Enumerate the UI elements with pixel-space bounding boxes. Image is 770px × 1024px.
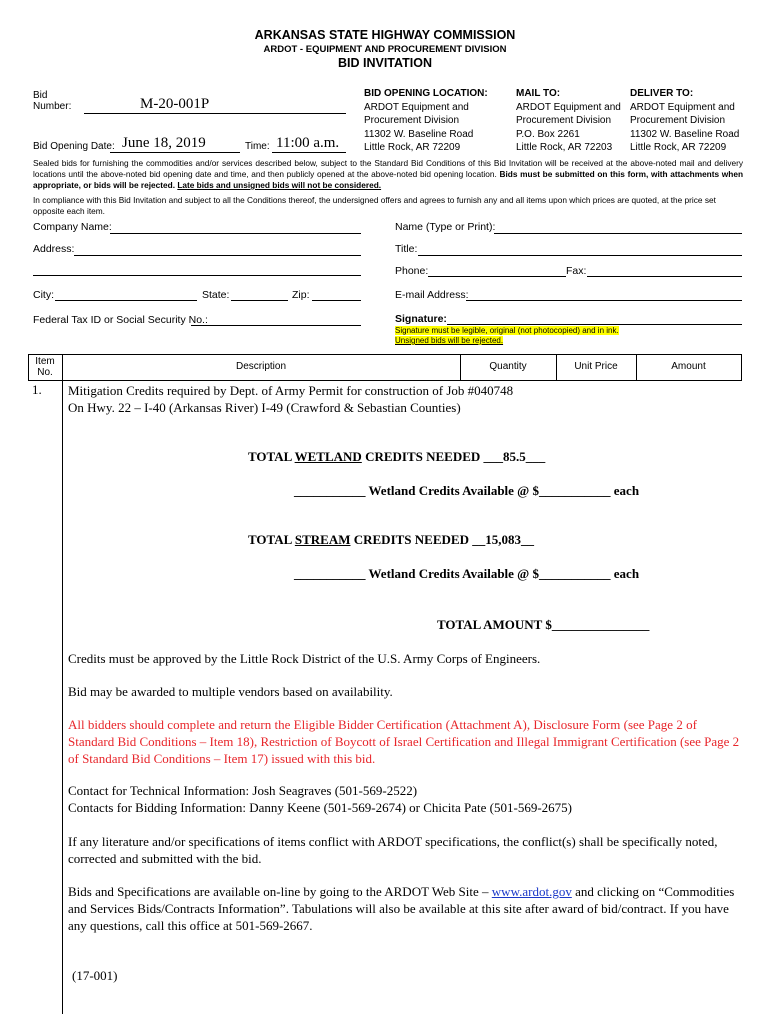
tax-id-label: Federal Tax ID or Social Security No.: (33, 314, 208, 326)
note-certifications: All bidders should complete and return the Eligible Bidder Certification (Attachment A), Disclosure Form (see Page 2 of Standard Bid Conditions – Item 18), Restriction of Boycott of Israel Certification and Illegal Immigrant Certification (see Page 2 of Standard Bid Conditions – Item 17) issued with this bid. (68, 717, 740, 766)
signature-note-1: Signature must be legible, original (not photocopied) and in ink. (395, 326, 619, 335)
header-description: Description (235, 361, 287, 372)
conflict-note: If any literature and/or specifications of items conflict with ARDOT specifications, the conflict(s) shall be specifically noted, corrected and submitted with the bid. (68, 834, 718, 866)
table-item-col-border (62, 354, 63, 1014)
stream-total-word: STREAM (294, 532, 351, 547)
website-note (68, 883, 742, 934)
instructions-paragraph-1 (33, 158, 743, 191)
state-label: State: (202, 289, 230, 301)
header-quantity: Quantity (489, 361, 527, 372)
stream-total-pre: TOTAL (248, 532, 295, 547)
wetland-total-post: CREDITS NEEDED (361, 449, 484, 464)
opening-line: Little Rock, AR 72209 (364, 142, 461, 153)
opening-location-title: BID OPENING LOCATION: (364, 88, 488, 99)
state-field[interactable] (231, 300, 288, 301)
instructions-underlined: Late bids and unsigned bids will not be considered. (177, 180, 382, 190)
instructions-bold: Bids must be submitted on this form, with attachments when appropriate, or bids will be rejected. (33, 169, 744, 190)
header-amount: Amount (671, 361, 706, 372)
bid-number-label-1: Bid (33, 90, 48, 101)
signature-note (395, 326, 619, 346)
mail-line: Little Rock, AR 72203 (516, 142, 613, 153)
stream-available[interactable]: ___________ Wetland Credits Available @ $___________ each (294, 566, 640, 581)
title-field[interactable] (418, 255, 742, 256)
bid-number-label (33, 90, 71, 112)
instructions-text: Sealed bids for furnishing the commodities and/or services described below, subject to the Standard Bid Conditions of this Bid Invitation will be received at the above-noted mail and delivery locations until the above-noted bid opening date and time, and then publicly opened at the above-noted bid opening location. (33, 158, 743, 179)
name-print-field[interactable] (494, 233, 742, 234)
mail-to-location (516, 87, 621, 155)
table-right-border (741, 354, 742, 380)
address-field-line-2[interactable] (33, 275, 361, 276)
mail-line: ARDOT Equipment and (516, 101, 621, 113)
opening-line: ARDOT Equipment and (364, 101, 469, 113)
header-unit-price: Unit Price (574, 361, 618, 372)
city-field[interactable] (55, 300, 197, 301)
opening-date-value[interactable]: June 18, 2019 (122, 135, 206, 151)
phone-label: Phone: (395, 265, 429, 277)
phone-field[interactable] (428, 276, 566, 277)
name-print-label: Name (Type or Print): (395, 221, 496, 233)
item-desc-line-1: Mitigation Credits required by Dept. of Army Permit for construction of Job #040748 (68, 383, 514, 398)
mail-line: P.O. Box 2261 (516, 128, 580, 140)
doc-type: BID INVITATION (338, 56, 432, 70)
time-label: Time: (245, 141, 270, 152)
wetland-total-word: WETLAND (294, 449, 362, 464)
note-multiple: Bid may be awarded to multiple vendors based on availability. (68, 684, 393, 699)
bid-opening-location (364, 87, 488, 155)
stream-total (248, 532, 534, 548)
address-field[interactable] (74, 255, 361, 256)
header-item-no-1: Item (35, 356, 55, 367)
table-header-border (28, 380, 742, 381)
ardot-website-link[interactable]: www.ardot.gov (491, 884, 572, 899)
signature-note-2: Unsigned bids will be rejected. (395, 336, 504, 345)
contact-technical: Contact for Technical Information: Josh Seagraves (501-569-2522) (68, 783, 418, 798)
wetland-total (248, 449, 545, 465)
header-title: ARKANSAS STATE HIGHWAY COMMISSION (254, 28, 516, 42)
mail-to-title: MAIL TO: (516, 88, 561, 99)
note-corps: Credits must be approved by the Little Rock District of the U.S. Army Corps of Engineers. (68, 651, 541, 666)
website-note-text: Bids and Specifications are available on-line by going to the ARDOT Web Site – (68, 884, 492, 899)
opening-date-line (110, 152, 240, 153)
time-line (272, 152, 346, 153)
wetland-available[interactable]: ___________ Wetland Credits Available @ $___________ each (294, 483, 640, 498)
stream-total-post: CREDITS NEEDED (350, 532, 473, 547)
deliver-line: 11302 W. Baseline Road (630, 128, 740, 140)
wetland-total-pre: TOTAL (248, 449, 295, 464)
deliver-to-location (630, 87, 739, 155)
opening-line: 11302 W. Baseline Road (364, 128, 474, 140)
email-field[interactable] (466, 300, 742, 301)
deliver-line: ARDOT Equipment and (630, 101, 735, 113)
total-amount[interactable]: TOTAL AMOUNT $_______________ (437, 617, 650, 632)
signature-field[interactable] (447, 324, 742, 325)
company-name-label: Company Name: (33, 221, 112, 233)
fax-label: Fax: (566, 265, 587, 277)
zip-label: Zip: (292, 289, 310, 301)
title-label: Title: (395, 243, 418, 255)
opening-date-label: Bid Opening Date: (33, 141, 115, 152)
zip-field[interactable] (312, 300, 361, 301)
wetland-total-value: ___85.5___ (483, 449, 546, 464)
contact-bidding: Contacts for Bidding Information: Danny Keene (501-569-2674) or Chicita Pate (501-569-2675) (68, 800, 572, 815)
address-label: Address: (33, 243, 75, 255)
deliver-to-title: DELIVER TO: (630, 88, 694, 99)
bid-number-line (84, 113, 346, 114)
stream-total-value: __15,083__ (472, 532, 534, 547)
tax-id-field[interactable] (191, 325, 361, 326)
table-top-border (28, 354, 742, 355)
header-division: ARDOT - EQUIPMENT AND PROCUREMENT DIVISION (263, 44, 507, 55)
item-number: 1. (32, 382, 42, 397)
header-item-no-2: No. (37, 367, 53, 378)
bid-number-label-2: Number: (33, 101, 72, 112)
website-note-text-2: and clicking on “Commodities and Services Bids/Contracts Information”. Tabulations will also be available at this site after award of bid/contract. If you have any questions, call this office at 501-569-2667. (68, 884, 735, 933)
item-desc-line-2: On Hwy. 22 – I-40 (Arkansas River) I-49 (Crawford & Sebastian Counties) (68, 400, 461, 415)
time-value[interactable]: 11:00 a.m. (276, 135, 340, 151)
bid-number-value[interactable]: M-20-001P (140, 96, 210, 112)
opening-line: Procurement Division (364, 115, 460, 126)
company-name-field[interactable] (110, 233, 361, 234)
form-code: (17-001) (72, 968, 118, 983)
deliver-line: Little Rock, AR 72209 (630, 142, 727, 153)
mail-line: Procurement Division (516, 115, 612, 126)
email-label: E-mail Address: (395, 289, 469, 301)
city-label: City: (33, 289, 54, 301)
fax-field[interactable] (587, 276, 742, 277)
header-item-no (28, 356, 62, 378)
deliver-line: Procurement Division (630, 115, 726, 126)
signature-label: Signature: (395, 313, 447, 325)
instructions-paragraph-2: In compliance with this Bid Invitation and subject to all the Conditions thereof, the undersigned offers and agrees to furnish any and all items upon which prices are quoted, at the price set opposite each item. (33, 195, 716, 216)
